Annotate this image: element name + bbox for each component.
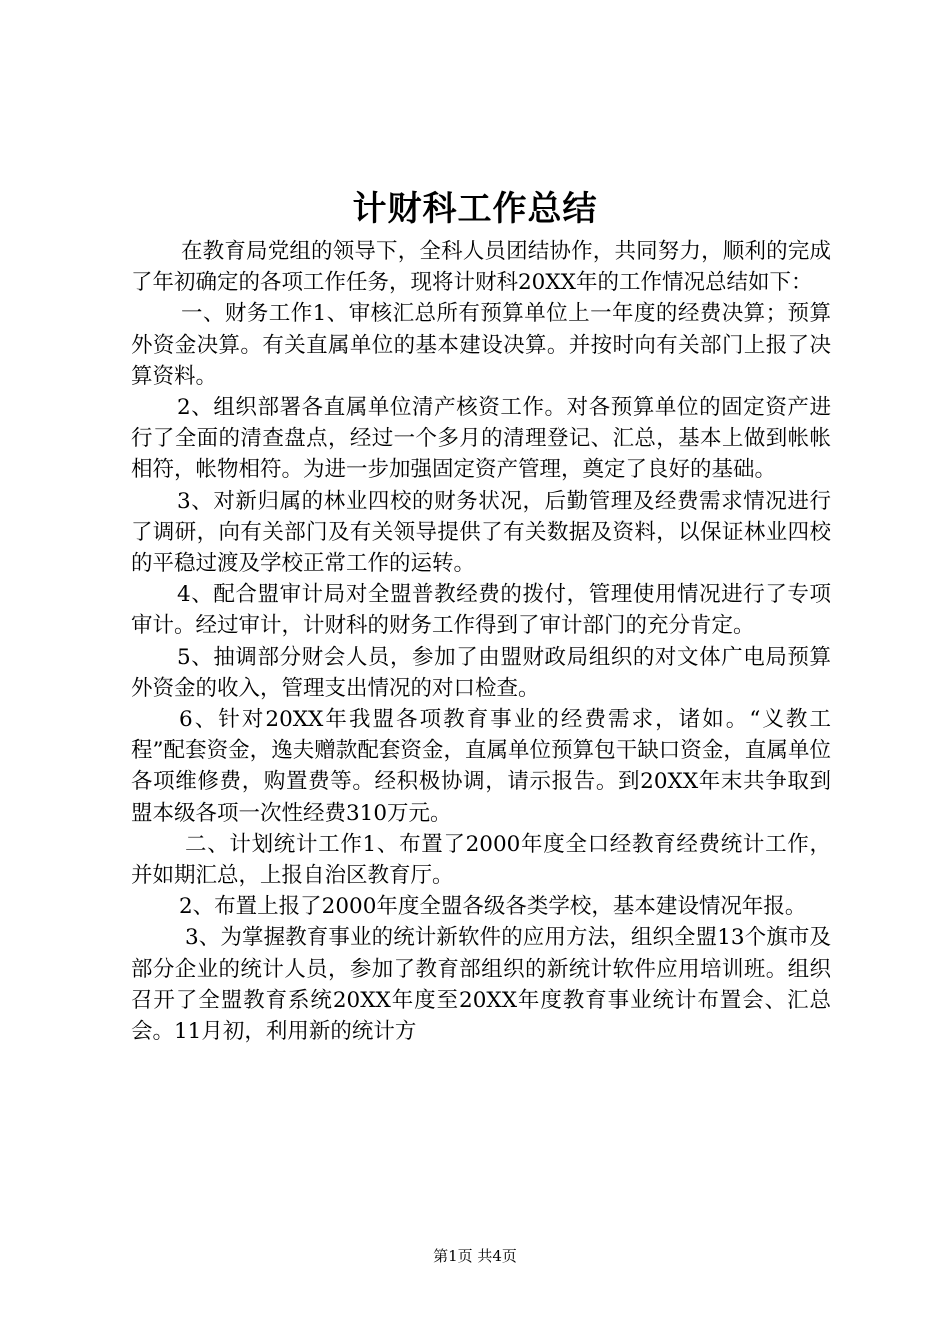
page-number-footer: 第1页 共4页 xyxy=(433,1247,517,1265)
paragraph-stats-3: 3、为掌握教育事业的统计新软件的应用方法，组织全盟13个旗市及部分企业的统计人员，参加了教育部组织的新统计软件应用培训班。组织召开了全盟教育系统20XX年度至20XX年度教育事业统计布置会、汇总会。11月初，利用新的统计方 xyxy=(131,925,831,1045)
paragraph-finance-2: 2、组织部署各直属单位清产核资工作。对各预算单位的固定资产进行了全面的清查盘点，经过一个多月的清理登记、汇总，基本上做到帐帐相符，帐物相符。为进一步加强固定资产管理，奠定了良好的基础。 xyxy=(131,395,831,483)
paragraph-intro: 在教育局党组的领导下，全科人员团结协作，共同努力，顺利的完成了年初确定的各项工作任务，现将计财科20XX年的工作情况总结如下： xyxy=(131,239,831,296)
paragraph-stats-1: 二、计划统计工作1、布置了2000年度全口经教育经费统计工作，并如期汇总，上报自治区教育厅。 xyxy=(131,831,831,889)
paragraph-finance-5: 5、抽调部分财会人员，参加了由盟财政局组织的对文体广电局预算外资金的收入，管理支出情况的对口检查。 xyxy=(131,644,831,701)
paragraph-finance-1: 一、财务工作1、审核汇总所有预算单位上一年度的经费决算；预算外资金决算。有关直属单位的基本建设决算。并按时向有关部门上报了决算资料。 xyxy=(131,301,831,389)
paragraph-stats-2: 2、布置上报了2000年度全盟各级各类学校，基本建设情况年报。 xyxy=(179,894,807,920)
paragraph-finance-3: 3、对新归属的林业四校的财务状况，后勤管理及经费需求情况进行了调研，向有关部门及有关领导提供了有关数据及资料，以保证林业四校的平稳过渡及学校正常工作的运转。 xyxy=(131,488,831,577)
document-body xyxy=(131,236,831,1047)
document-title: 计财科工作总结 xyxy=(352,189,598,229)
paragraph-finance-6: 6、针对20XX年我盟各项教育事业的经费需求，诸如。“义教工程”配套资金，逸夫赠款配套资金，直属单位预算包干缺口资金，直属单位各项维修费，购置费等。经积极协调，请示报告。到20XX年末共争取到盟本级各项一次性经费310万元。 xyxy=(131,707,831,826)
paragraph-finance-4: 4、配合盟审计局对全盟普教经费的拨付，管理使用情况进行了专项审计。经过审计，计财科的财务工作得到了审计部门的充分肯定。 xyxy=(131,582,831,639)
